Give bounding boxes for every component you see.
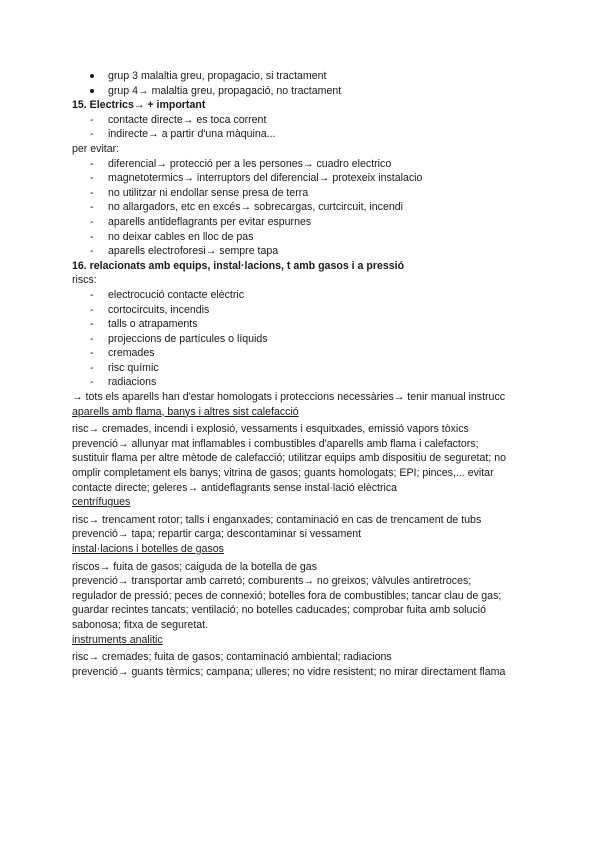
section-15-heading: 15. Electrics→ + important — [72, 99, 206, 112]
section-16-riscs-list — [72, 288, 532, 390]
subsection-paragraph — [72, 560, 532, 633]
paragraph-line: risc→ cremades, incendi i explosió, vessaments i esquitxades, emissió vapors tòxics — [72, 423, 469, 436]
paragraph-line: regulador de pressió; peces de connexió; botelles fora de combustibles; tancar clau de gas; — [72, 589, 502, 602]
subsection-title: aparells amb flama, banys i altres sist calefacció — [72, 405, 299, 418]
top-bullet-list — [72, 69, 532, 98]
dash-item: - magnetotermics→ interruptors del diferencial→ protexeix instalacio — [72, 171, 532, 186]
dash-item: - electrocució contacte elèctric — [72, 288, 532, 303]
dash-item: - radiacions — [72, 375, 532, 390]
bullet-item: grup 3 malaltia greu, propagacio, si tractament — [72, 69, 532, 84]
dash-item: - talls o atrapaments — [72, 317, 532, 332]
paragraph-line: risc→ trencament rotor; talls i enganxades; contaminació en cas de trencament de tubs — [72, 513, 482, 526]
subsection-paragraph — [72, 422, 532, 495]
paragraph-line: risc→ cremades; fuita de gasos; contaminació ambiental; radiacions — [72, 651, 392, 664]
dash-item: - aparells antideflagrants per evitar espurnes — [72, 215, 532, 230]
paragraph-line: omplir completament els banys; vitrina de gasos; guants homologats; EPI; pinces,... evitar — [72, 467, 494, 480]
document-body — [72, 69, 532, 679]
paragraph-line: guardar recintes tancats; ventilació; no botelles caducades; comprobar fuita amb solució — [72, 604, 486, 617]
dash-item: - contacte directe→ es toca corrent — [72, 113, 532, 128]
dash-item: - risc químic — [72, 361, 532, 376]
paragraph-line: prevenció→ guants tèrmics; campana; ulleres; no vidre resistent; no mirar directament flama — [72, 665, 506, 678]
evitar-label: per evitar: — [72, 142, 120, 155]
paragraph-line: contacte directe; geleres→ antideflagrants sense instal·lació elèctrica — [72, 481, 398, 494]
dash-item: - cortocircuits, incendis — [72, 303, 532, 318]
section-16-heading: 16. relacionats amb equips, instal·lacions, t amb gasos i a pressió — [72, 259, 405, 272]
paragraph-line: prevenció→ allunyar mat inflamables i combustibles d'aparells amb flama i calefactors; — [72, 437, 479, 450]
dash-item: - projeccions de partícules o líquids — [72, 332, 532, 347]
subsection-title: instal·lacions i botelles de gasos — [72, 543, 224, 555]
subsection-paragraph — [72, 650, 532, 679]
dash-item: - diferencial→ protecció per a les persones→ cuadro electrico — [72, 157, 532, 172]
bullet-item: grup 4→ malaltia greu, propagació, no tractament — [72, 84, 532, 99]
paragraph-line: prevenció→ tapa; repartir carga; descontaminar si vessament — [72, 528, 362, 541]
riscs-label: riscs: — [72, 274, 97, 287]
subsection-title: centrífugues — [72, 496, 131, 509]
dash-item: - no utilitzar ni endollar sense presa de terra — [72, 186, 532, 201]
dash-item: - no allargadors, etc en excés→ sobrecargas, curtcircuit, incendi — [72, 200, 532, 215]
paragraph-line: riscos→ fuita de gasos; caiguda de la botella de gas — [72, 560, 317, 573]
section-15-measures-list — [72, 157, 532, 259]
dash-item: - indirecte→ a partir d'una màquina... — [72, 127, 532, 142]
section-15-types-list — [72, 113, 532, 142]
dash-item: - cremades — [72, 346, 532, 361]
paragraph-line: prevenció→ transportar amb carretó; comburents→ no greixos; vàlvules antiretroces; — [72, 575, 472, 588]
paragraph-line: sustituir flama per altre mètode de calefacció; utilitzar equips amb dispositiu de seguretat; no — [72, 452, 506, 465]
subsection-paragraph — [72, 513, 532, 542]
dash-item: - aparells electroforesi→ sempre tapa — [72, 244, 532, 259]
paragraph-line: sabonosa; fitxa de seguretat. — [72, 618, 209, 631]
homologation-note: → tots els aparells han d'estar homologats i proteccions necessàries→ tenir manual instrucc — [72, 391, 506, 404]
dash-item: - no deixar cables en lloc de pas — [72, 230, 532, 245]
subsection-title: instruments analitic — [72, 633, 163, 646]
